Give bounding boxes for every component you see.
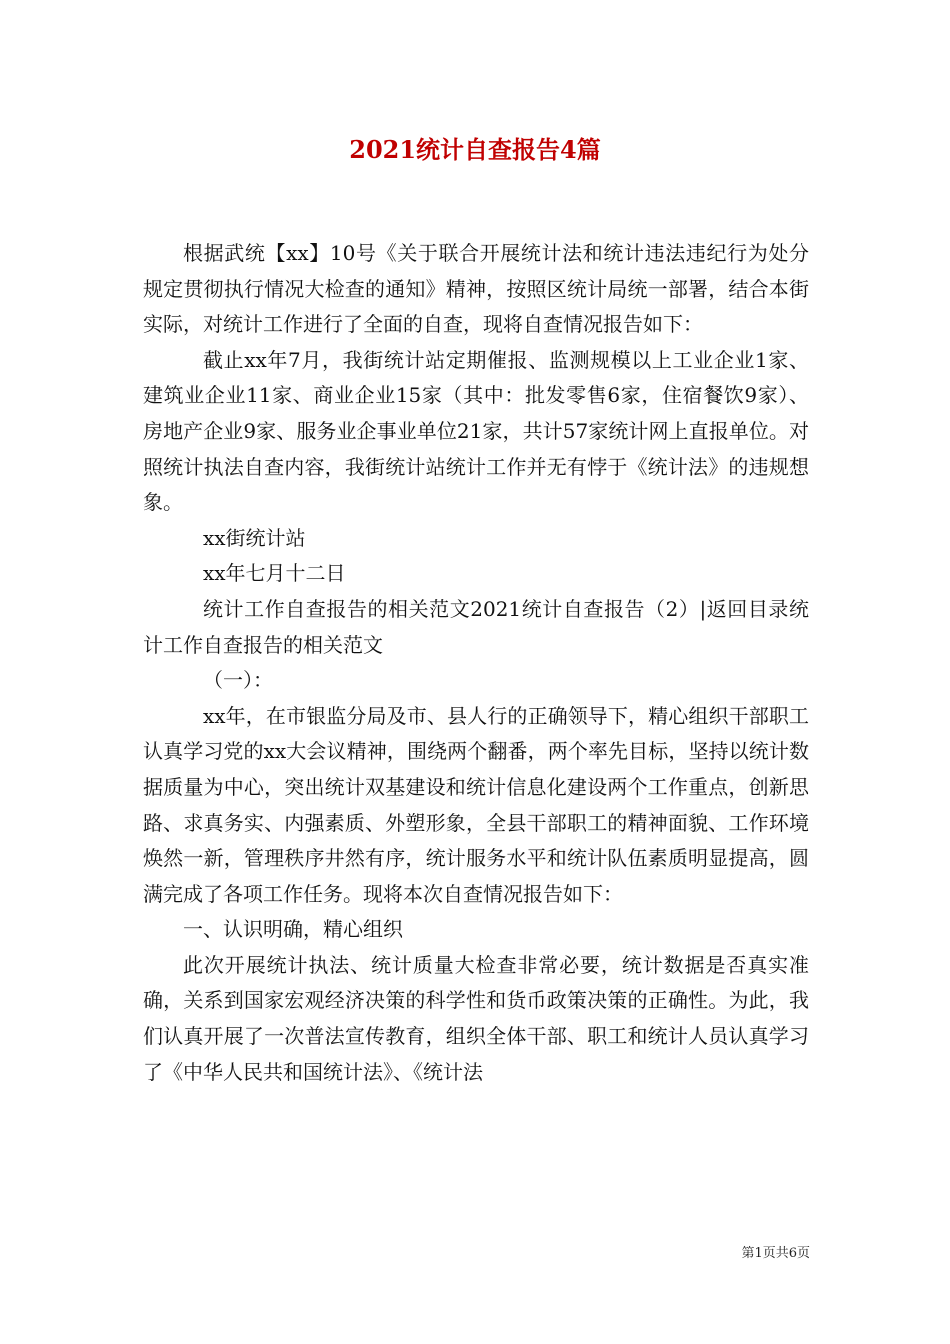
signature-date: xx年七月十二日 xyxy=(203,561,346,586)
related-articles-link[interactable]: 统计工作自查报告的相关范文2021统计自查报告（2）|返回目录统计工作自查报告的相关范文 xyxy=(143,596,809,657)
paragraph-annual-summary: xx年，在市银监分局及市、县人行的正确领导下，精心组织干部职工认真学习党的xx大会议精神，围绕两个翻番，两个率先目标，坚持以统计数据质量为中心，突出统计双基建设和统计信息化建设两个工作重点，创新思路、求真务实、内强素质、外塑形象，全县干部职工的精神面貌、工作环境焕然一新，管理秩序井然有序，统计服务水平和统计队伍素质明显提高，圆满完成了各项工作任务。现将本次自查情况报告如下： xyxy=(143,703,809,906)
signature-org: xx街统计站 xyxy=(203,525,306,550)
section-number: （一）： xyxy=(203,668,273,693)
paragraph-intro: 根据武统【xx】10号《关于联合开展统计法和统计违法违纪行为处分规定贯彻执行情况大检查的通知》精神，按照区统计局统一部署，结合本街实际，对统计工作进行了全面的自查，现将自查情况报告如下： xyxy=(143,241,809,337)
paragraph-inspection: 此次开展统计执法、统计质量大检查非常必要，统计数据是否真实准确，关系到国家宏观经济决策的科学性和货币政策决策的正确性。为此，我们认真开展了一次普法宣传教育，组织全体干部、职工和统计人员认真学习了《中华人民共和国统计法》、《统计法 xyxy=(143,952,809,1084)
page-indicator: 第1页共6页 xyxy=(741,1246,810,1261)
section-heading: 一、认识明确，精心组织 xyxy=(183,917,403,942)
document-body xyxy=(143,236,809,1090)
document-title: 2021统计自查报告4篇 xyxy=(349,135,601,164)
paragraph-enterprise-stats: 截止xx年7月，我街统计站定期催报、监测规模以上工业企业1家、建筑业企业11家、商业企业15家（其中：批发零售6家，住宿餐饮9家）、房地产企业9家、服务业企事业单位21家，共计57家统计网上直报单位。对照统计执法自查内容，我街统计站统计工作并无有悖于《统计法》的违规想象。 xyxy=(143,347,809,515)
